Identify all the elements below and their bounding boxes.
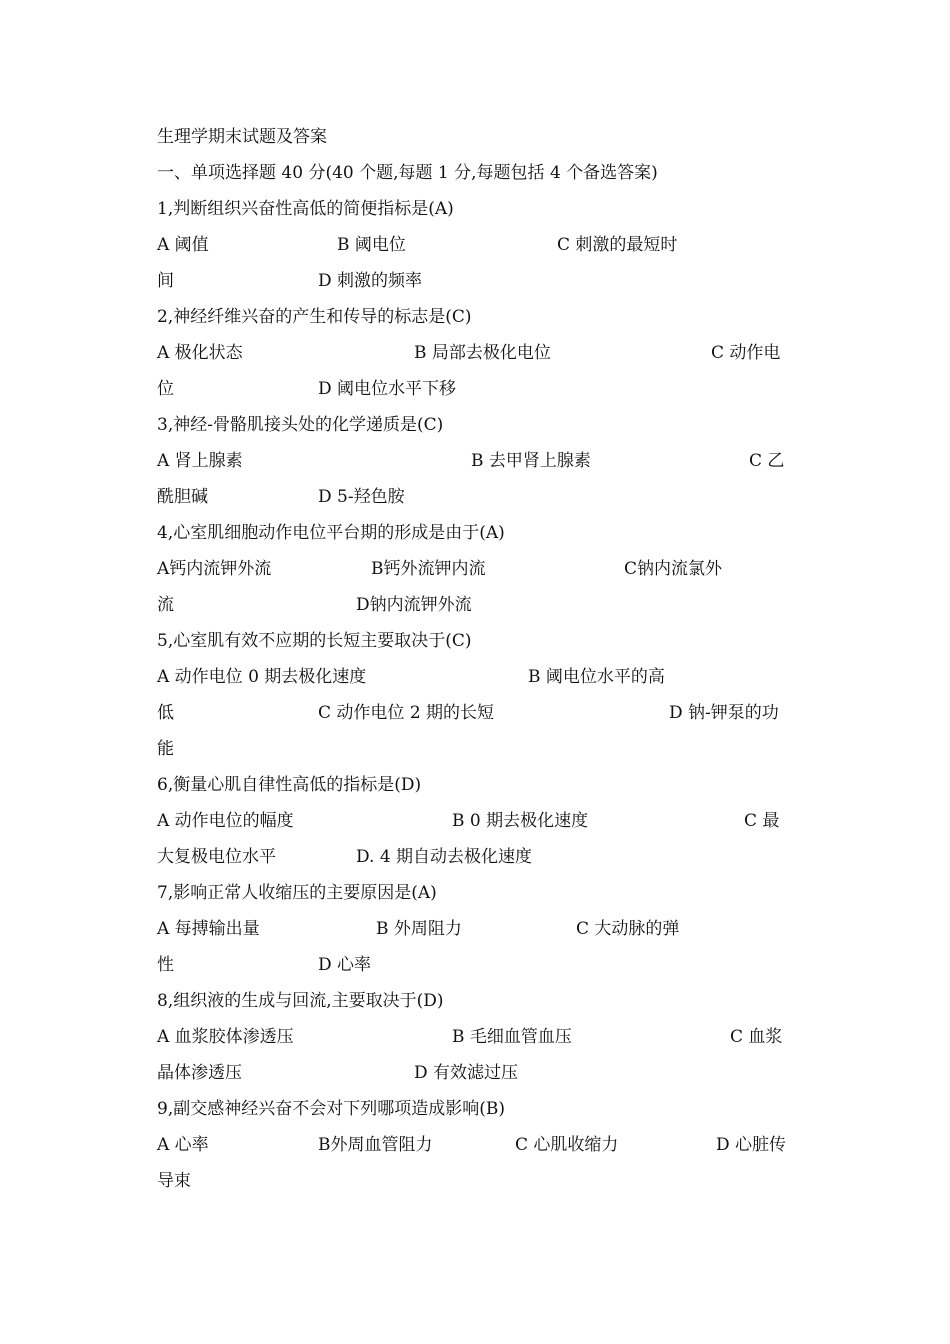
option-b: B 阈电位 (337, 235, 406, 255)
option-b: B 局部去极化电位 (414, 343, 551, 363)
option-b: B外周血管阻力 (318, 1135, 433, 1155)
option-c-continued: 晶体渗透压 (157, 1063, 242, 1083)
option-c: C 血浆 (730, 1027, 783, 1047)
question-4: 4,心室肌细胞动作电位平台期的形成是由于(A) (157, 523, 505, 543)
option-d: D. 4 期自动去极化速度 (356, 847, 533, 867)
question-6: 6,衡量心肌自律性高低的指标是(D) (157, 775, 422, 795)
option-a: A钙内流钾外流 (157, 559, 272, 579)
option-d: D 钠-钾泵的功 (669, 703, 779, 723)
option-a: A 心率 (157, 1135, 209, 1155)
question-9: 9,副交感神经兴奋不会对下列哪项造成影响(B) (157, 1099, 505, 1119)
option-c-continued: 间 (157, 271, 174, 291)
option-a: A 动作电位的幅度 (157, 811, 294, 831)
option-d-continued: 能 (157, 739, 174, 759)
option-b-continued: 低 (157, 703, 174, 723)
option-d: D 刺激的频率 (318, 271, 423, 291)
option-b: B 阈电位水平的高 (528, 667, 665, 687)
option-d-continued: 导束 (157, 1171, 191, 1191)
option-d: D 有效滤过压 (414, 1063, 519, 1083)
option-c: C钠内流氯外 (624, 559, 723, 579)
option-c: C 刺激的最短时 (557, 235, 678, 255)
option-d: D 阈电位水平下移 (318, 379, 457, 399)
option-c: C 大动脉的弹 (576, 919, 680, 939)
question-8: 8,组织液的生成与回流,主要取决于(D) (157, 991, 444, 1011)
option-a: A 每搏输出量 (157, 919, 260, 939)
option-c: C 心肌收缩力 (515, 1135, 619, 1155)
option-d: D 心脏传 (716, 1135, 787, 1155)
option-a: A 极化状态 (157, 343, 243, 363)
option-c: C 动作电 (711, 343, 781, 363)
option-a: A 肾上腺素 (157, 451, 243, 471)
option-d: D 5-羟色胺 (318, 487, 405, 507)
option-c-continued: 位 (157, 379, 174, 399)
question-7: 7,影响正常人收缩压的主要原因是(A) (157, 883, 437, 903)
option-a: A 动作电位 0 期去极化速度 (157, 667, 367, 687)
option-b: B 去甲肾上腺素 (471, 451, 591, 471)
question-1: 1,判断组织兴奋性高低的简便指标是(A) (157, 199, 454, 219)
question-3: 3,神经-骨骼肌接头处的化学递质是(C) (157, 415, 444, 435)
option-c-continued: 性 (157, 955, 174, 975)
option-d: D 心率 (318, 955, 372, 975)
option-c: C 动作电位 2 期的长短 (318, 703, 495, 723)
option-a: A 血浆胶体渗透压 (157, 1027, 294, 1047)
option-d: D钠内流钾外流 (356, 595, 472, 615)
question-2: 2,神经纤维兴奋的产生和传导的标志是(C) (157, 307, 472, 327)
option-c-continued: 流 (157, 595, 174, 615)
option-c-continued: 酰胆碱 (157, 487, 208, 507)
option-b: B 毛细血管血压 (452, 1027, 572, 1047)
option-c: C 乙 (749, 451, 785, 471)
document-title: 生理学期末试题及答案 (157, 127, 327, 147)
option-c-continued: 大复极电位水平 (157, 847, 276, 867)
question-5: 5,心室肌有效不应期的长短主要取决于(C) (157, 631, 472, 651)
option-b: B 外周阻力 (376, 919, 462, 939)
option-a: A 阈值 (157, 235, 209, 255)
option-b: B 0 期去极化速度 (452, 811, 589, 831)
section-heading: 一、单项选择题 40 分(40 个题,每题 1 分,每题包括 4 个备选答案) (157, 163, 658, 183)
option-c: C 最 (744, 811, 780, 831)
option-b: B钙外流钾内流 (371, 559, 486, 579)
